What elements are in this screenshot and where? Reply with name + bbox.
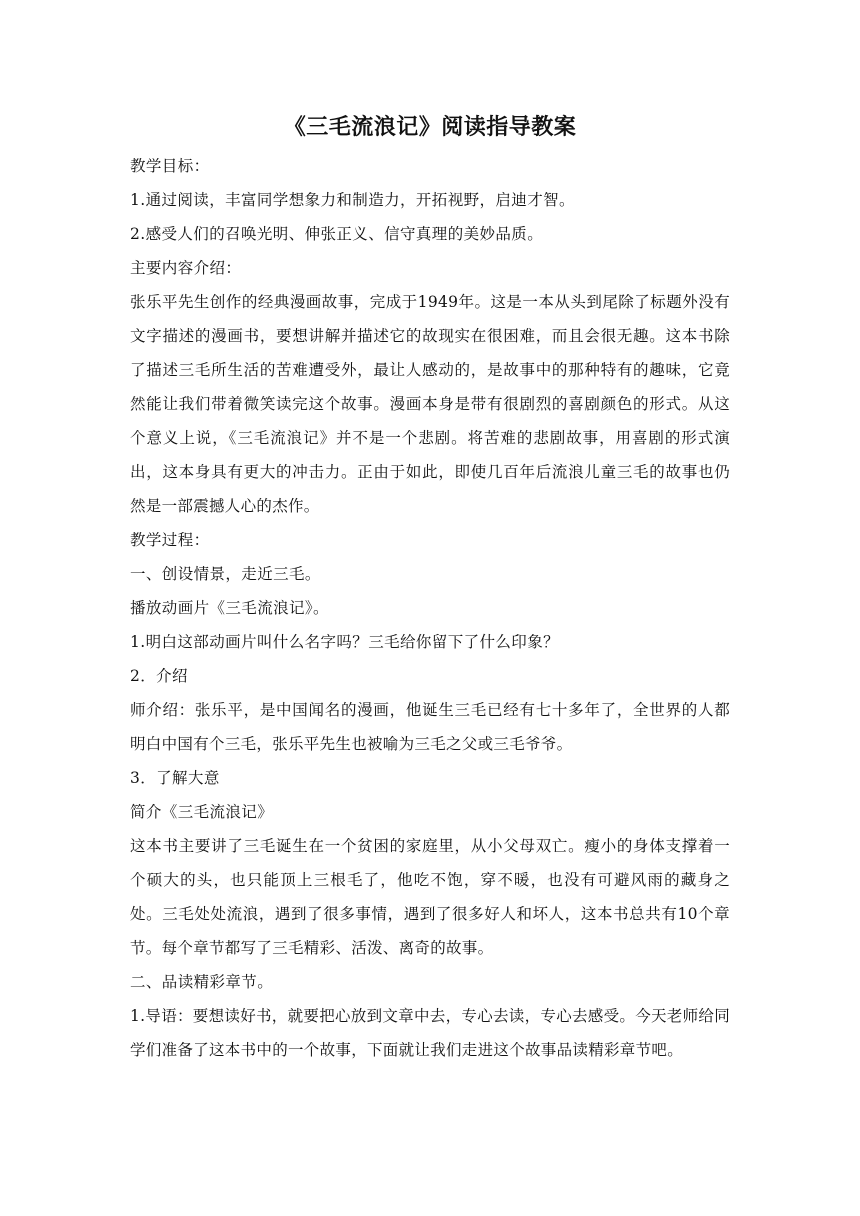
- teaching-process-heading: 教学过程：: [130, 531, 210, 549]
- teacher-intro-paragraph: 师介绍：张乐平，是中国闻名的漫画，他诞生三毛已经有七十多年了，全世界的人都明白中国有个三毛，张乐平先生也被喻为三毛之父或三毛爷爷。: [130, 701, 730, 753]
- goal-item-1: 1.通过阅读，丰富同学想象力和制造力，开拓视野，启迪才智。: [130, 191, 575, 209]
- intro-item-2: 2．介绍: [130, 667, 188, 685]
- goal-item-2: 2.感受人们的召唤光明、伸张正义、信守真理的美妙品质。: [130, 225, 544, 243]
- section-1-heading: 一、创设情景，走近三毛。: [130, 565, 321, 583]
- document-title: 《三毛流浪记》阅读指导教案: [283, 115, 577, 140]
- document-body: [130, 113, 730, 1067]
- question-item-1: 1.明白这部动画片叫什么名字吗？三毛给你留下了什么印象？: [130, 633, 559, 651]
- play-animation-line: 播放动画片《三毛流浪记》。: [130, 599, 329, 617]
- lead-in-paragraph: 1.导语：要想读好书，就要把心放到文章中去，专心去读，专心去感受。今天老师给同学们准备了这本书中的一个故事，下面就让我们走进这个故事品读精彩章节吧。: [130, 1007, 730, 1059]
- content-intro-paragraph: 张乐平先生创作的经典漫画故事，完成于1949年。这是一本从头到尾除了标题外没有文字描述的漫画书，要想讲解并描述它的故现实在很困难，而且会很无趣。这本书除了描述三毛所生活的苦难遭受外，最让人感动的，是故事中的那种特有的趣味，它竟然能让我们带着微笑读完这个故事。漫画本身是带有很剧烈的喜剧颜色的形式。从这个意义上说，《三毛流浪记》并不是一个悲剧。将苦难的悲剧故事，用喜剧的形式演出，这本身具有更大的冲击力。正由于如此，即使几百年后流浪儿童三毛的故事也仍然是一部震撼人心的杰作。: [130, 293, 730, 515]
- book-summary-paragraph: 这本书主要讲了三毛诞生在一个贫困的家庭里，从小父母双亡。瘦小的身体支撑着一个硕大的头，也只能顶上三根毛了，他吃不饱，穿不暖，也没有可避风雨的藏身之处。三毛处处流浪，遇到了很多事情，遇到了很多好人和坏人，这本书总共有10个章节。每个章节都写了三毛精彩、活泼、离奇的故事。: [130, 837, 730, 957]
- book-brief-heading: 简介《三毛流浪记》: [130, 803, 274, 821]
- summary-item-3: 3．了解大意: [130, 769, 220, 787]
- content-intro-heading: 主要内容介绍：: [130, 259, 242, 277]
- section-2-heading: 二、品读精彩章节。: [130, 973, 274, 991]
- teaching-goals-heading: 教学目标：: [130, 157, 210, 175]
